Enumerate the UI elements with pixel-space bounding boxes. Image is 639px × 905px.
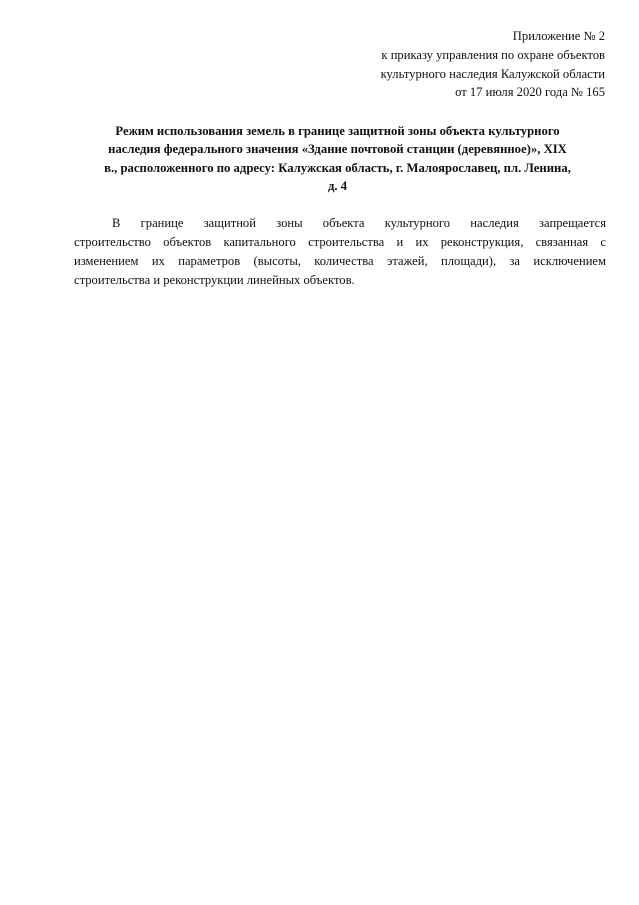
authority-name: культурного наследия Калужской области — [380, 66, 605, 81]
body-line-1: В границе защитной зоны объекта культурного наследия запрещается — [112, 216, 606, 230]
title-line-3: в., расположенного по адресу: Калужская область, г. Малоярославец, пл. Ленина, — [104, 160, 571, 175]
document-title — [70, 122, 605, 195]
title-line-1: Режим использования земель в границе защитной зоны объекта культурного — [115, 124, 560, 138]
body-line-2: строительство объектов капитального строительства и их реконструкция, связанная с — [74, 235, 606, 249]
title-line-4: д. 4 — [327, 178, 348, 193]
appendix-number: Приложение № 2 — [512, 29, 605, 43]
body-line-3: изменением их параметров (высоты, количества этажей, площади), за исключением — [74, 254, 606, 268]
body-paragraph — [74, 214, 606, 290]
body-line-4: строительства и реконструкции линейных объектов. — [74, 273, 355, 287]
order-reference-line: к приказу управления по охране объектов — [381, 47, 605, 62]
appendix-header — [265, 27, 605, 102]
title-line-2: наследия федерального значения «Здание почтовой станции (деревянное)», XIX — [108, 142, 567, 157]
order-date: от 17 июля 2020 года № 165 — [455, 85, 605, 100]
